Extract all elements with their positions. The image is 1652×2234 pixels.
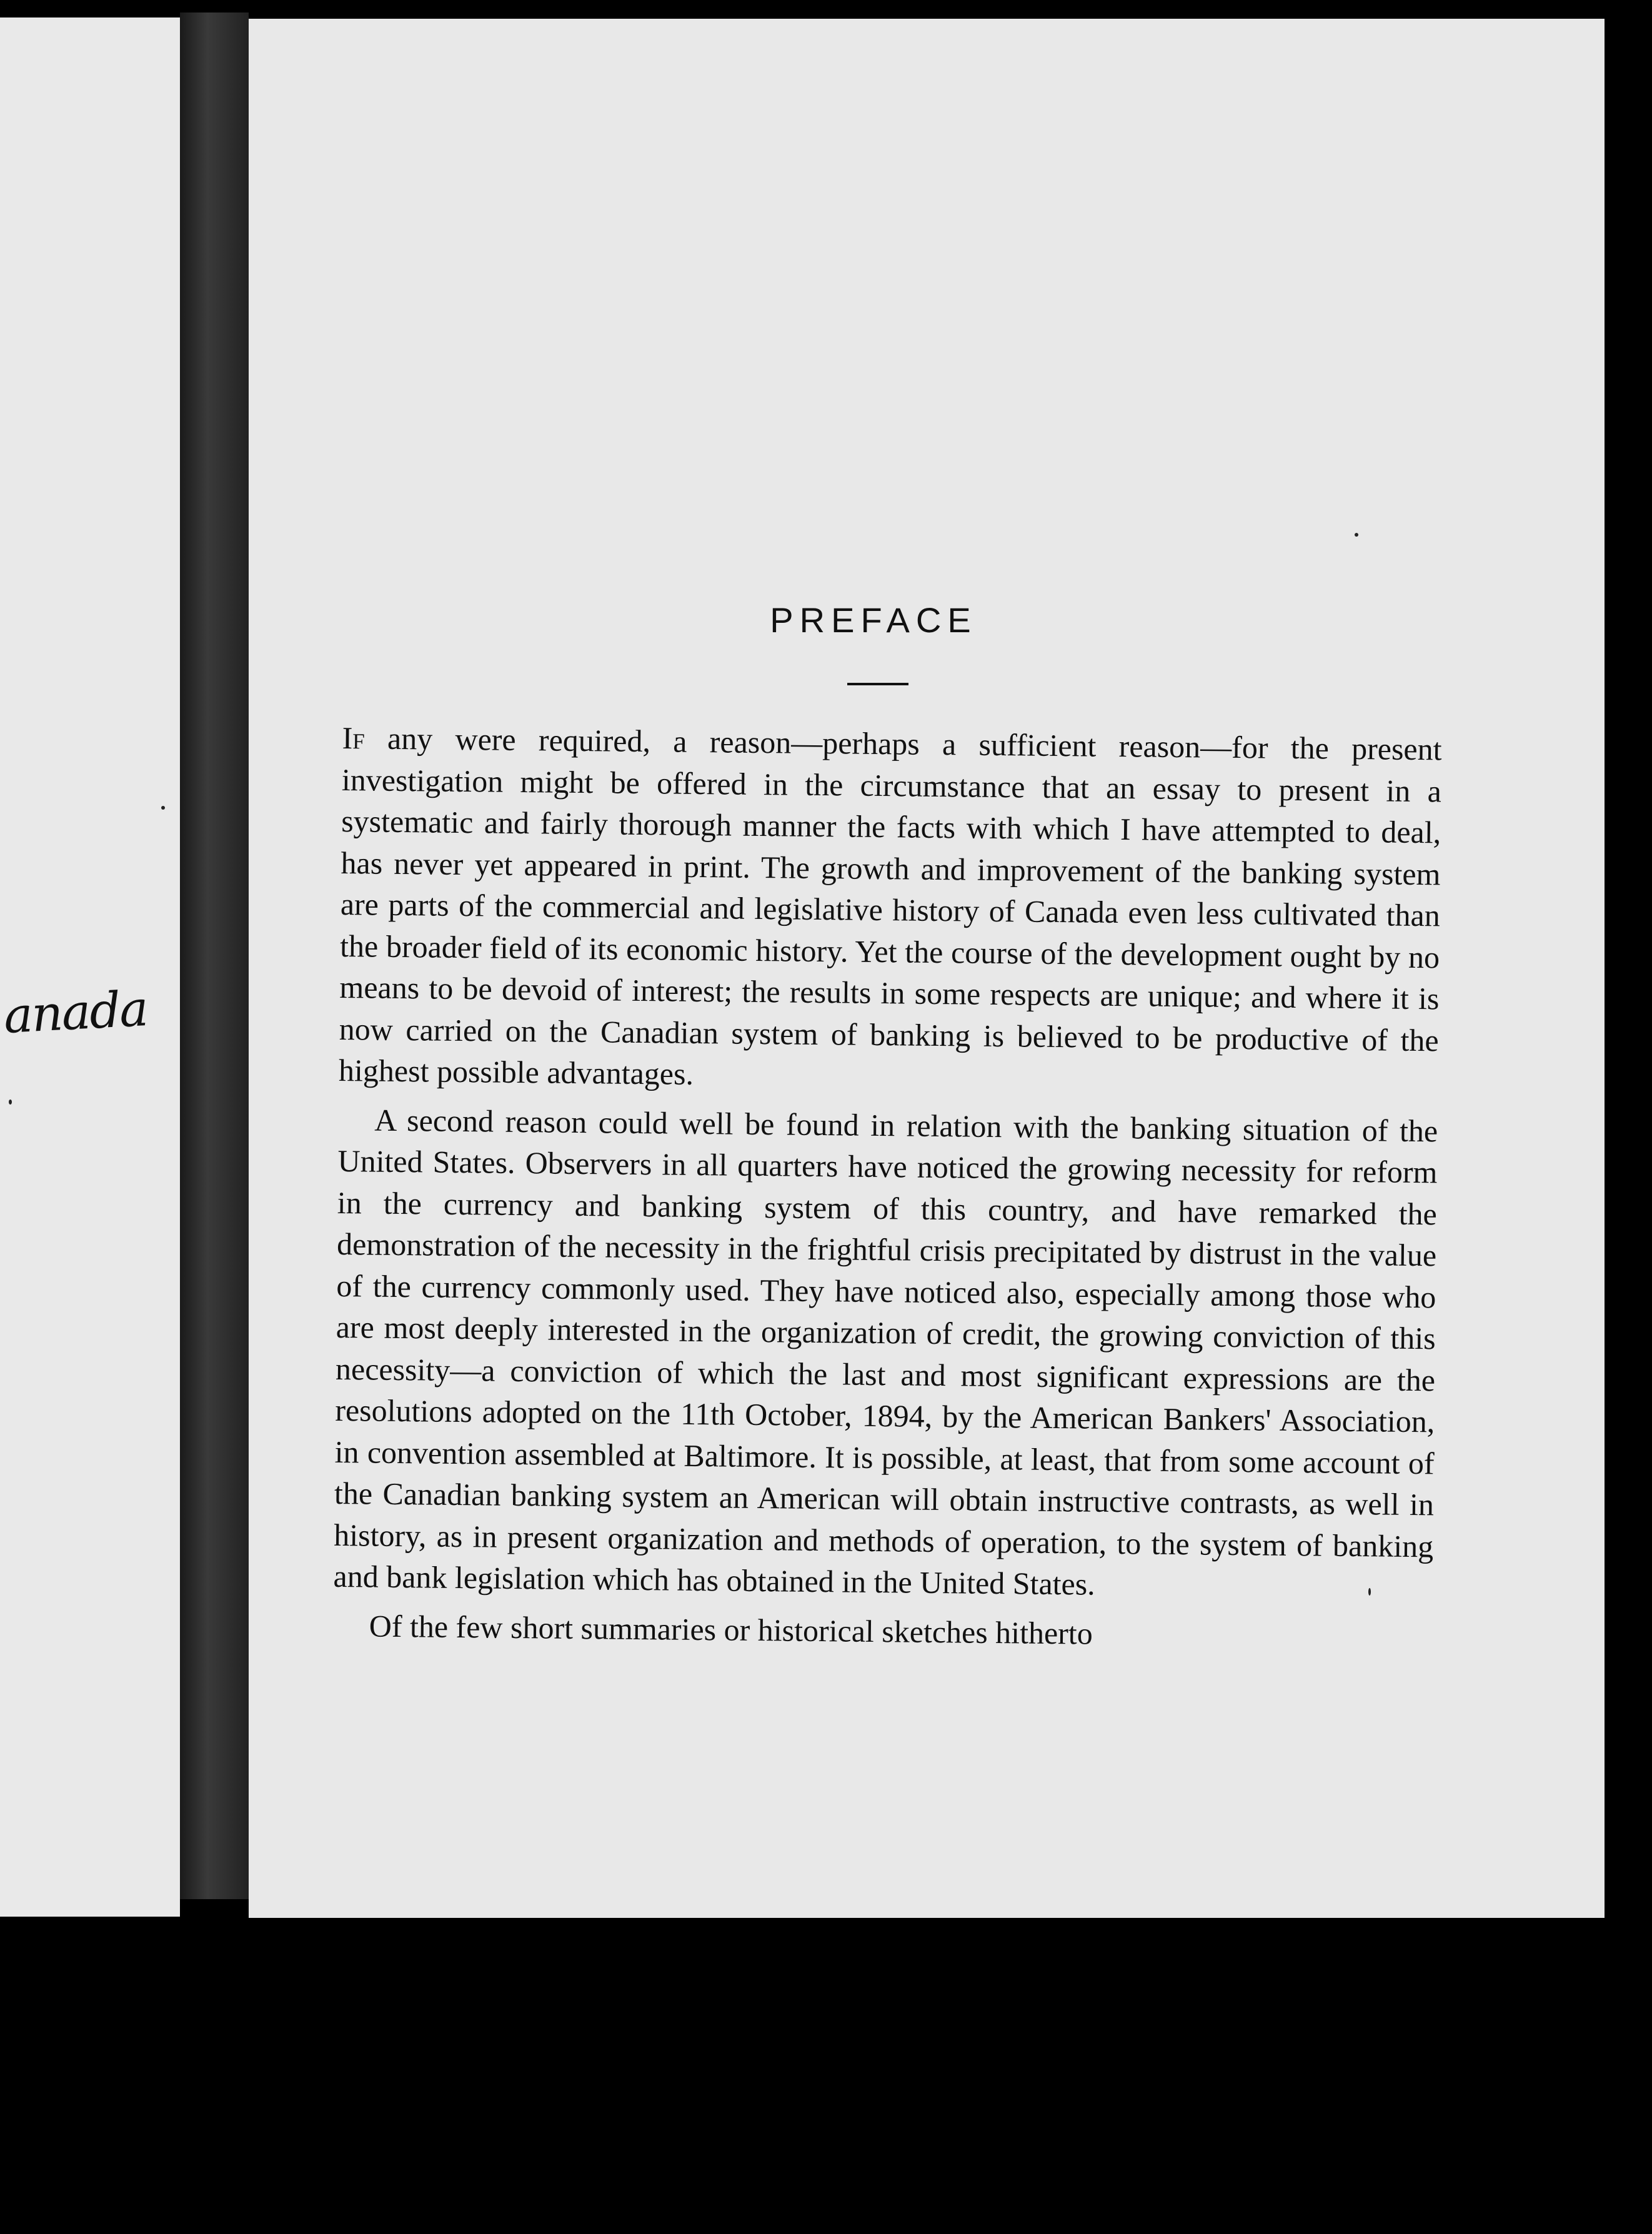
title-rule [847,683,908,685]
main-page [249,19,1605,1918]
paragraph-lead: If [342,720,366,756]
ink-speck [161,806,165,810]
left-facing-page [0,17,180,1917]
paragraph-3 [332,1604,1433,1657]
paragraph-2 [333,1098,1438,1608]
page-title: PREFACE [770,600,977,640]
paragraph-1 [339,717,1442,1103]
paragraph-text: A second reason could well be found in relation with the banking situation of the United States. Observers in all quarters have noticed the growing necessity for reform in the currency and banking system of this country, and have remarked the demonstration of the necessity in the frightful crisis precipitated by distrust in the value of the currency commonly used. They have noticed also, especially among those who are most deeply interested in the organization of credit, the growing conviction of this necessity—a conviction of which the last and most significant expressions are the resolutions adopted on the 11th October, 1894, by the American Bankers' Association, in convention assembled at Baltimore. It is possible, at least, that from some account of the Canadian banking system an American will obtain instructive contrasts, as well in history, as in present organization and methods of operation, to the system of banking and bank legislation which has obtained in the United States. [333,1102,1438,1602]
ink-speck [9,1100,12,1105]
paragraph-text: any were required, a reason—perhaps a sufficient reason—for the present investigation might be offered in the circumstance that an essay to present in a systematic and fairly thorough manner the facts with which I have attempted to deal, has never yet appeared in print. The growth and improvement of the banking system are parts of the commercial and legislative history of Canada even less cultivated than the broader field of its economic history. Yet the course of the development ought by no means to be devoid of interest; the results in some respects are unique; and where it is now carried on the Canadian system of banking is believed to be productive of the highest possible advantages. [338,720,1442,1091]
paragraph-text: Of the few short summaries or historical sketches hitherto [369,1608,1093,1651]
book-gutter [180,12,249,1899]
handwritten-fragment: anada [2,981,149,1045]
ink-speck [1368,1588,1371,1596]
body-text [332,717,1441,1657]
ink-speck [1355,533,1358,537]
